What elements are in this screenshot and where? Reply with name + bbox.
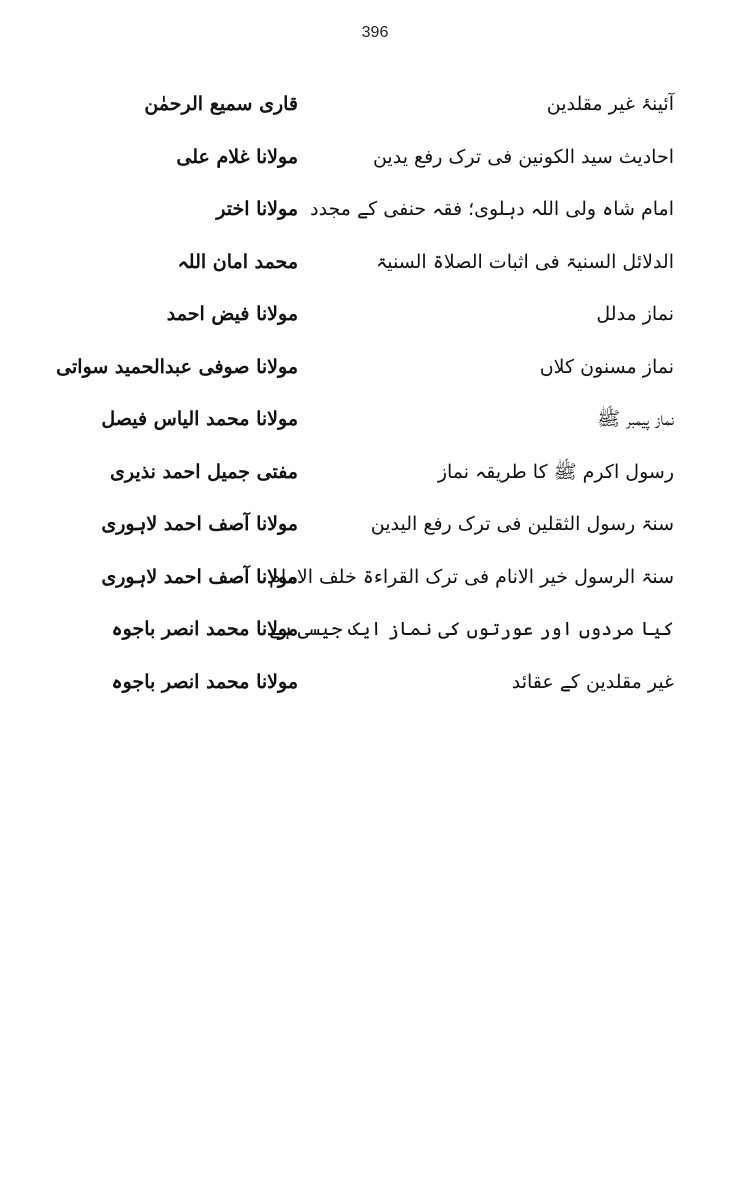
- author-name: محمد امان اللہ: [177, 250, 298, 273]
- book-title: کیا مردوں اور عورتوں کی نماز ایک جیسی ہے: [269, 618, 674, 640]
- list-item: [0, 450, 750, 503]
- list-item: [0, 607, 750, 660]
- author-name: مولانا غلام علی: [176, 145, 298, 168]
- author-name: مولانا صوفی عبدالحمید سواتی: [56, 355, 298, 378]
- bibliography-list: [0, 82, 750, 712]
- book-title: سنۃ رسول الثقلین فی ترک رفع الیدین: [370, 513, 674, 535]
- page-number: 396: [361, 24, 389, 41]
- book-title: الدلائل السنیۃ فی اثبات الصلاۃ السنیۃ: [376, 250, 674, 273]
- list-item: [0, 240, 750, 293]
- author-name: مولانا محمد الیاس فیصل: [101, 408, 298, 430]
- author-name: مولانا فیض احمد: [166, 303, 298, 325]
- list-item: [0, 660, 750, 713]
- book-title: نماز مدلل: [596, 303, 674, 325]
- list-item: [0, 82, 750, 135]
- list-item: [0, 187, 750, 240]
- book-title: سنۃ الرسول خیر الانام فی ترک القراءۃ خلف الامام: [269, 565, 674, 588]
- book-title: احادیث سید الکونین فی ترک رفع یدین: [372, 145, 674, 168]
- list-item: [0, 345, 750, 398]
- book-title: نماز پیمبر ﷺ: [597, 408, 674, 430]
- list-item: [0, 135, 750, 188]
- book-title: نماز مسنون کلاں: [539, 355, 674, 378]
- author-name: مولانا محمد انصر باجوہ: [111, 670, 298, 693]
- author-name: مولانا آصف احمد لاہوری: [101, 513, 298, 535]
- author-name: مولانا محمد انصر باجوہ: [111, 618, 298, 640]
- author-name: مولانا آصف احمد لاہوری: [101, 565, 298, 588]
- list-item: [0, 555, 750, 608]
- author-name: قاری سمیع الرحمٰن: [144, 93, 298, 115]
- book-title: امام شاہ ولی اللہ دہلوی؛ فقہ حنفی کے مجدد: [310, 198, 674, 220]
- list-item: [0, 397, 750, 450]
- list-item: [0, 292, 750, 345]
- author-name: مفتی جمیل احمد نذیری: [110, 460, 298, 483]
- list-item: [0, 502, 750, 555]
- author-name: مولانا اختر: [216, 198, 298, 220]
- book-title: آئینۂ غیر مقلدین: [546, 93, 674, 115]
- book-title: غیر مقلدین کے عقائد: [511, 670, 674, 693]
- book-title: رسول اکرم ﷺ کا طریقہ نماز: [437, 460, 674, 483]
